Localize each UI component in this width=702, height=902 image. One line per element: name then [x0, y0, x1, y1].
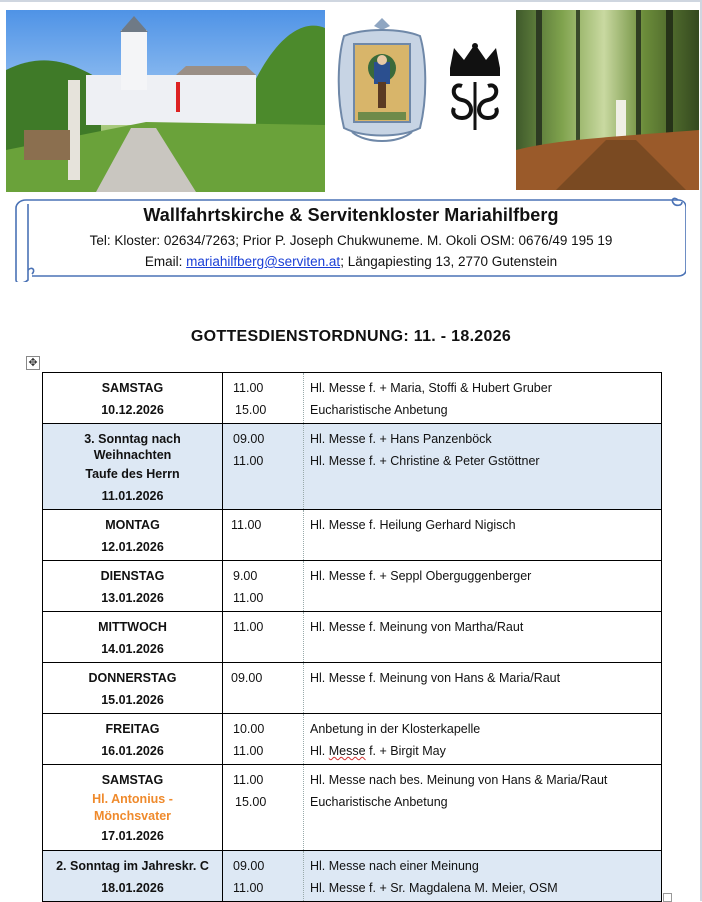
service-item: Anbetung in der Klosterkapelle: [310, 722, 481, 736]
time-value: 09.00: [231, 671, 263, 685]
service-cell: [304, 424, 662, 510]
time-cell: [223, 424, 304, 510]
day-date: 18.01.2026: [101, 881, 164, 895]
page-border-top: [0, 0, 702, 2]
table-row: [43, 510, 662, 561]
church-photo: [6, 10, 325, 192]
table-row: [43, 373, 662, 424]
time-value: 09.00: [233, 432, 265, 446]
time-value: 11.00: [233, 620, 264, 634]
day-cell: [43, 561, 223, 612]
service-item-rest: f. + Birgit May: [369, 744, 446, 758]
day-cell: [43, 424, 223, 510]
day-cell: [43, 765, 223, 851]
time-cell: [223, 510, 304, 561]
table-row: [43, 612, 662, 663]
day-cell: [43, 663, 223, 714]
time-value: 11.00: [233, 454, 264, 468]
day-cell: [43, 373, 223, 424]
service-cell: [304, 663, 662, 714]
table-row: [43, 424, 662, 510]
service-item: Hl. Messe f. Meinung von Martha/Raut: [310, 620, 524, 634]
day-date: 14.01.2026: [101, 642, 164, 656]
time-value: 11.00: [233, 773, 264, 787]
time-cell: [223, 851, 304, 902]
service-item: Hl. Messe f. + Christine & Peter Gstöttner: [310, 454, 540, 468]
day-cell: [43, 714, 223, 765]
day-cell: [43, 851, 223, 902]
service-item: Hl. Messe f. + Sr. Magdalena M. Meier, OSM: [310, 881, 558, 895]
service-item: Hl. Messe f. Heilung Gerhard Nigisch: [310, 518, 516, 532]
time-value: 15.00: [235, 795, 267, 809]
table-row: [43, 765, 662, 851]
table-move-handle-icon[interactable]: ✥: [26, 356, 40, 370]
service-item: [310, 740, 661, 762]
time-value: 11.00: [233, 381, 264, 395]
service-item-prefix: Hl.: [310, 744, 326, 758]
service-item: Eucharistische Anbetung: [310, 403, 448, 417]
day-date: 16.01.2026: [101, 744, 164, 758]
time-cell: [223, 663, 304, 714]
service-cell: [304, 714, 662, 765]
day-name: SAMSTAG: [101, 773, 164, 787]
day-name: MITTWOCH: [98, 620, 167, 634]
service-cell: [304, 851, 662, 902]
day-subtitle: Taufe des Herrn: [85, 467, 180, 481]
service-item: Hl. Messe nach einer Meinung: [310, 859, 479, 873]
service-item: Hl. Messe f. + Seppl Oberguggenberger: [310, 569, 532, 583]
table-row: [43, 851, 662, 902]
service-cell: [304, 373, 662, 424]
day-cell: [43, 510, 223, 561]
service-item: Eucharistische Anbetung: [310, 795, 448, 809]
day-name: DONNERSTAG: [88, 671, 177, 685]
spellcheck-word: Messe: [328, 744, 366, 758]
service-cell: [304, 510, 662, 561]
time-value: 11.00: [233, 591, 264, 605]
table-row: [43, 561, 662, 612]
time-cell: [223, 373, 304, 424]
day-name: DIENSTAG: [100, 569, 165, 583]
day-name: FREITAG: [105, 722, 160, 736]
table-row: [43, 663, 662, 714]
service-cell: [304, 765, 662, 851]
time-value: 11.00: [231, 518, 262, 532]
time-cell: [223, 765, 304, 851]
time-value: 11.00: [233, 881, 264, 895]
service-item: Hl. Messe f. + Hans Panzenböck: [310, 432, 492, 446]
service-item: Hl. Messe f. Meinung von Hans & Maria/Raut: [310, 671, 561, 685]
contact-email-line: [0, 254, 702, 269]
service-cell: [304, 561, 662, 612]
time-cell: [223, 612, 304, 663]
table-row: [43, 714, 662, 765]
address-text: ; Längapiesting 13, 2770 Gutenstein: [340, 254, 558, 269]
service-cell: [304, 612, 662, 663]
day-name: SAMSTAG: [101, 381, 164, 395]
service-item: Hl. Messe f. + Maria, Stoffi & Hubert Gruber: [310, 381, 552, 395]
day-name: 3. Sonntag nach Weihnachten: [84, 432, 181, 462]
forest-path-photo: [516, 10, 699, 190]
service-item: Hl. Messe nach bes. Meinung von Hans & Maria/Raut: [310, 773, 608, 787]
email-label: Email:: [144, 254, 183, 269]
madonna-icon-image: [334, 16, 430, 148]
day-date: 11.01.2026: [101, 489, 164, 503]
email-link[interactable]: mariahilfberg@serviten.at: [186, 254, 341, 269]
servite-monogram-seal: [444, 38, 506, 136]
time-value: 09.00: [233, 859, 265, 873]
time-value: 9.00: [233, 569, 258, 583]
time-cell: [223, 561, 304, 612]
day-name: MONTAG: [105, 518, 160, 532]
time-value: 11.00: [233, 744, 264, 758]
contact-phone-line: Tel: Kloster: 02634/7263; Prior P. Joseph Chukwuneme. M. Okoli OSM: 0676/49 195 19: [89, 233, 613, 248]
day-date: 10.12.2026: [101, 403, 164, 417]
time-value: 10.00: [233, 722, 265, 736]
day-date: 12.01.2026: [101, 540, 164, 554]
day-date: 13.01.2026: [101, 591, 164, 605]
saint-title: Mönchsvater: [93, 809, 172, 823]
saint-name: Hl. Antonius -: [92, 792, 173, 806]
time-value: 15.00: [235, 403, 267, 417]
service-schedule-table: [42, 372, 662, 902]
day-date: 17.01.2026: [101, 829, 164, 843]
day-cell: [43, 612, 223, 663]
day-name: 2. Sonntag im Jahreskr. C: [56, 859, 209, 873]
time-cell: [223, 714, 304, 765]
day-date: 15.01.2026: [101, 693, 164, 707]
monastery-title: Wallfahrtskirche & Servitenkloster Mariahilfberg: [143, 205, 559, 225]
schedule-title: GOTTESDIENSTORDNUNG: 11. - 18.2026: [190, 328, 512, 345]
